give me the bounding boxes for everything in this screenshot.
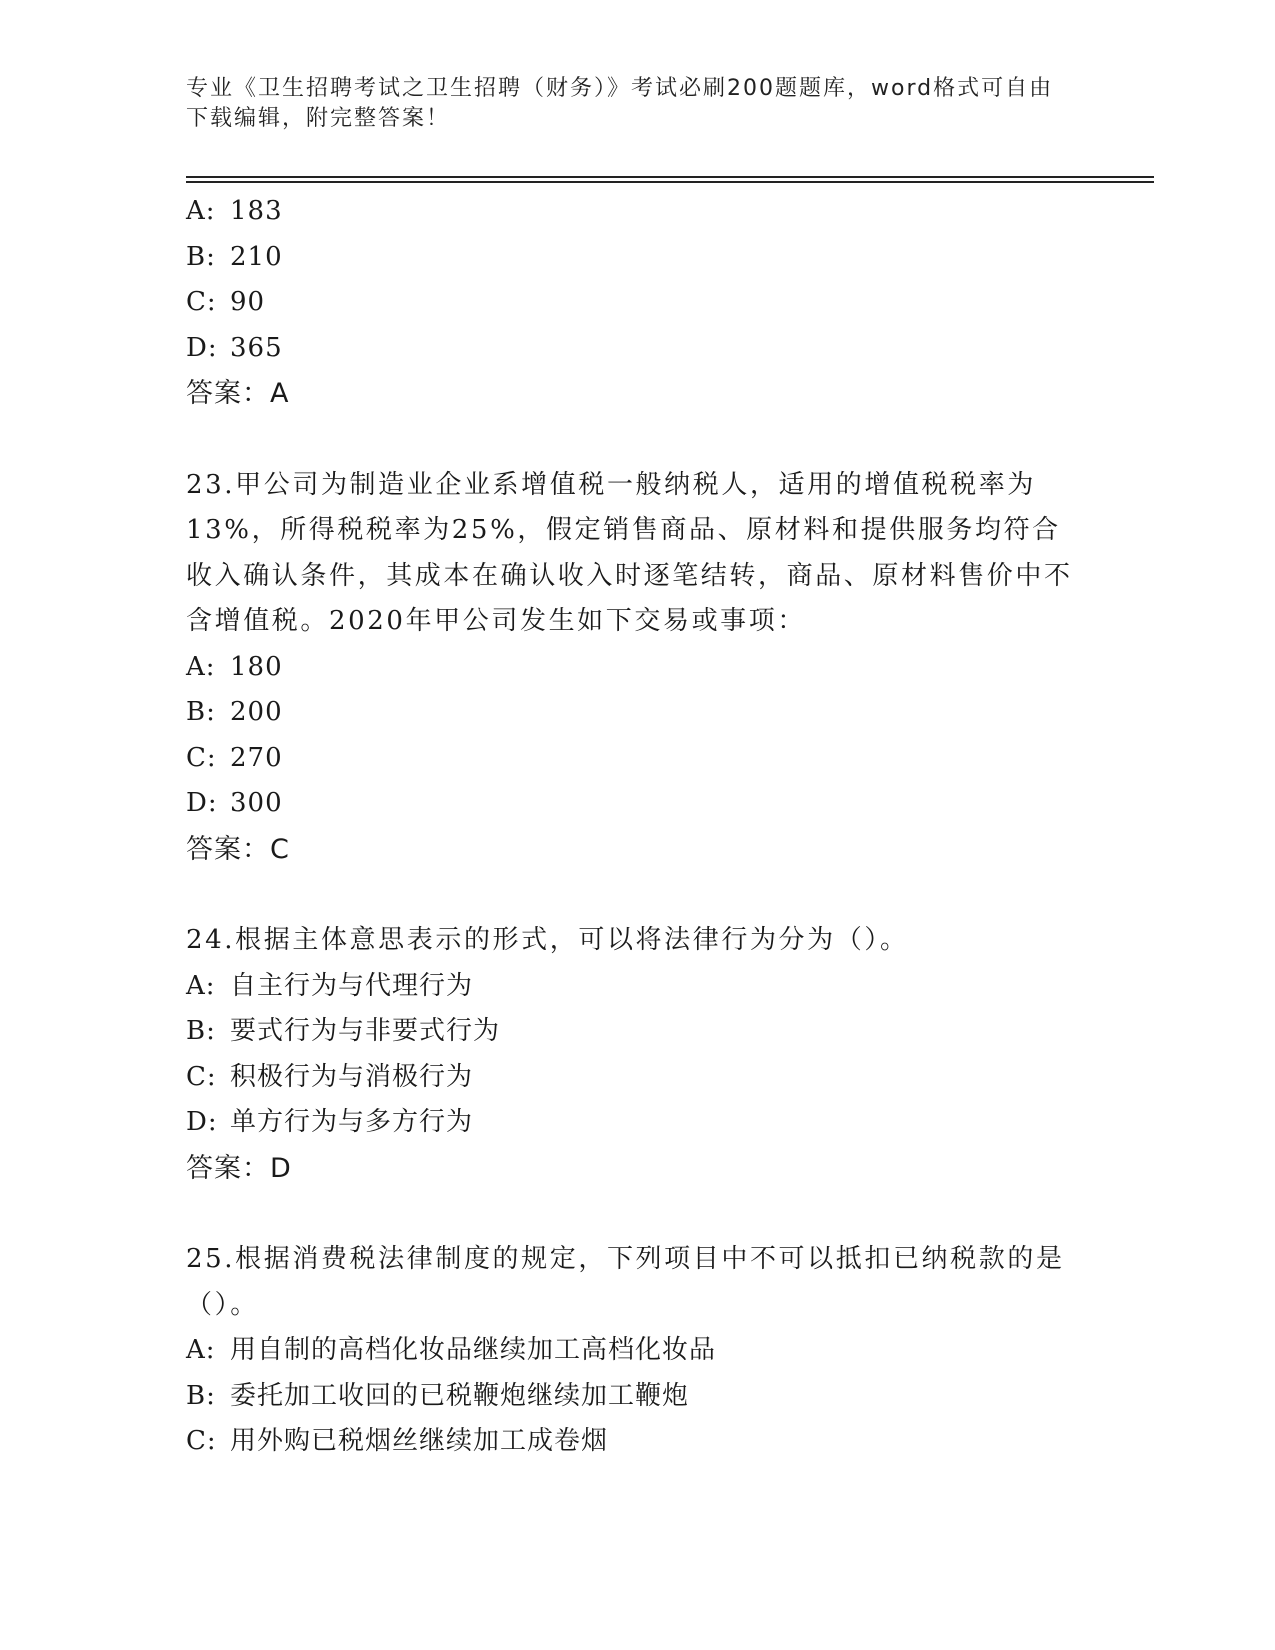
- option-c: C: 90: [186, 287, 266, 317]
- option-b: B: 200: [186, 697, 283, 727]
- header-rule-bottom: [186, 181, 1154, 183]
- option-b: B: 委托加工收回的已税鞭炮继续加工鞭炮: [186, 1380, 690, 1411]
- question-24: [186, 918, 1086, 1191]
- question-stem: 23.甲公司为制造业企业系增值税一般纳税人，适用的增值税税率为13%，所得税税率为25%，假定销售商品、原材料和提供服务均符合收入确认条件，其成本在确认收入时逐笔结转，商品、原材料售价中不含增值税。2020年甲公司发生如下交易或事项：: [186, 469, 1073, 636]
- option-c: C: 积极行为与消极行为: [186, 1061, 474, 1092]
- question-list: [186, 189, 1086, 1465]
- option-d: D: 单方行为与多方行为: [186, 1107, 474, 1137]
- option-b: B: 要式行为与非要式行为: [186, 1016, 501, 1046]
- option-c: C: 用外购已税烟丝继续加工成卷烟: [186, 1426, 609, 1456]
- option-d: D: 365: [186, 332, 283, 363]
- option-c: C: 270: [186, 742, 283, 773]
- option-a: A: 自主行为与代理行为: [186, 970, 474, 1001]
- option-d: D: 300: [186, 788, 283, 818]
- answer-line: 答案：A: [186, 378, 290, 409]
- question-25: [186, 1237, 1086, 1465]
- option-a: A: 183: [186, 196, 283, 226]
- question-stem: 25.根据消费税法律制度的规定，下列项目中不可以抵扣已纳税款的是（）。: [186, 1244, 1065, 1320]
- question-22: [186, 189, 1086, 417]
- header-rule-top: [186, 176, 1154, 178]
- answer-line: 答案：C: [186, 833, 290, 865]
- answer-line: 答案：D: [186, 1152, 292, 1184]
- question-stem: 24.根据主体意思表示的形式，可以将法律行为分为（）。: [186, 925, 909, 955]
- document-header: 专业《卫生招聘考试之卫生招聘（财务）》考试必刷200题题库，word格式可自由下载编辑，附完整答案！: [186, 76, 1054, 131]
- option-a: A: 180: [186, 651, 283, 682]
- option-b: B: 210: [186, 241, 283, 272]
- question-23: [186, 463, 1086, 873]
- option-a: A: 用自制的高档化妆品继续加工高档化妆品: [186, 1335, 717, 1365]
